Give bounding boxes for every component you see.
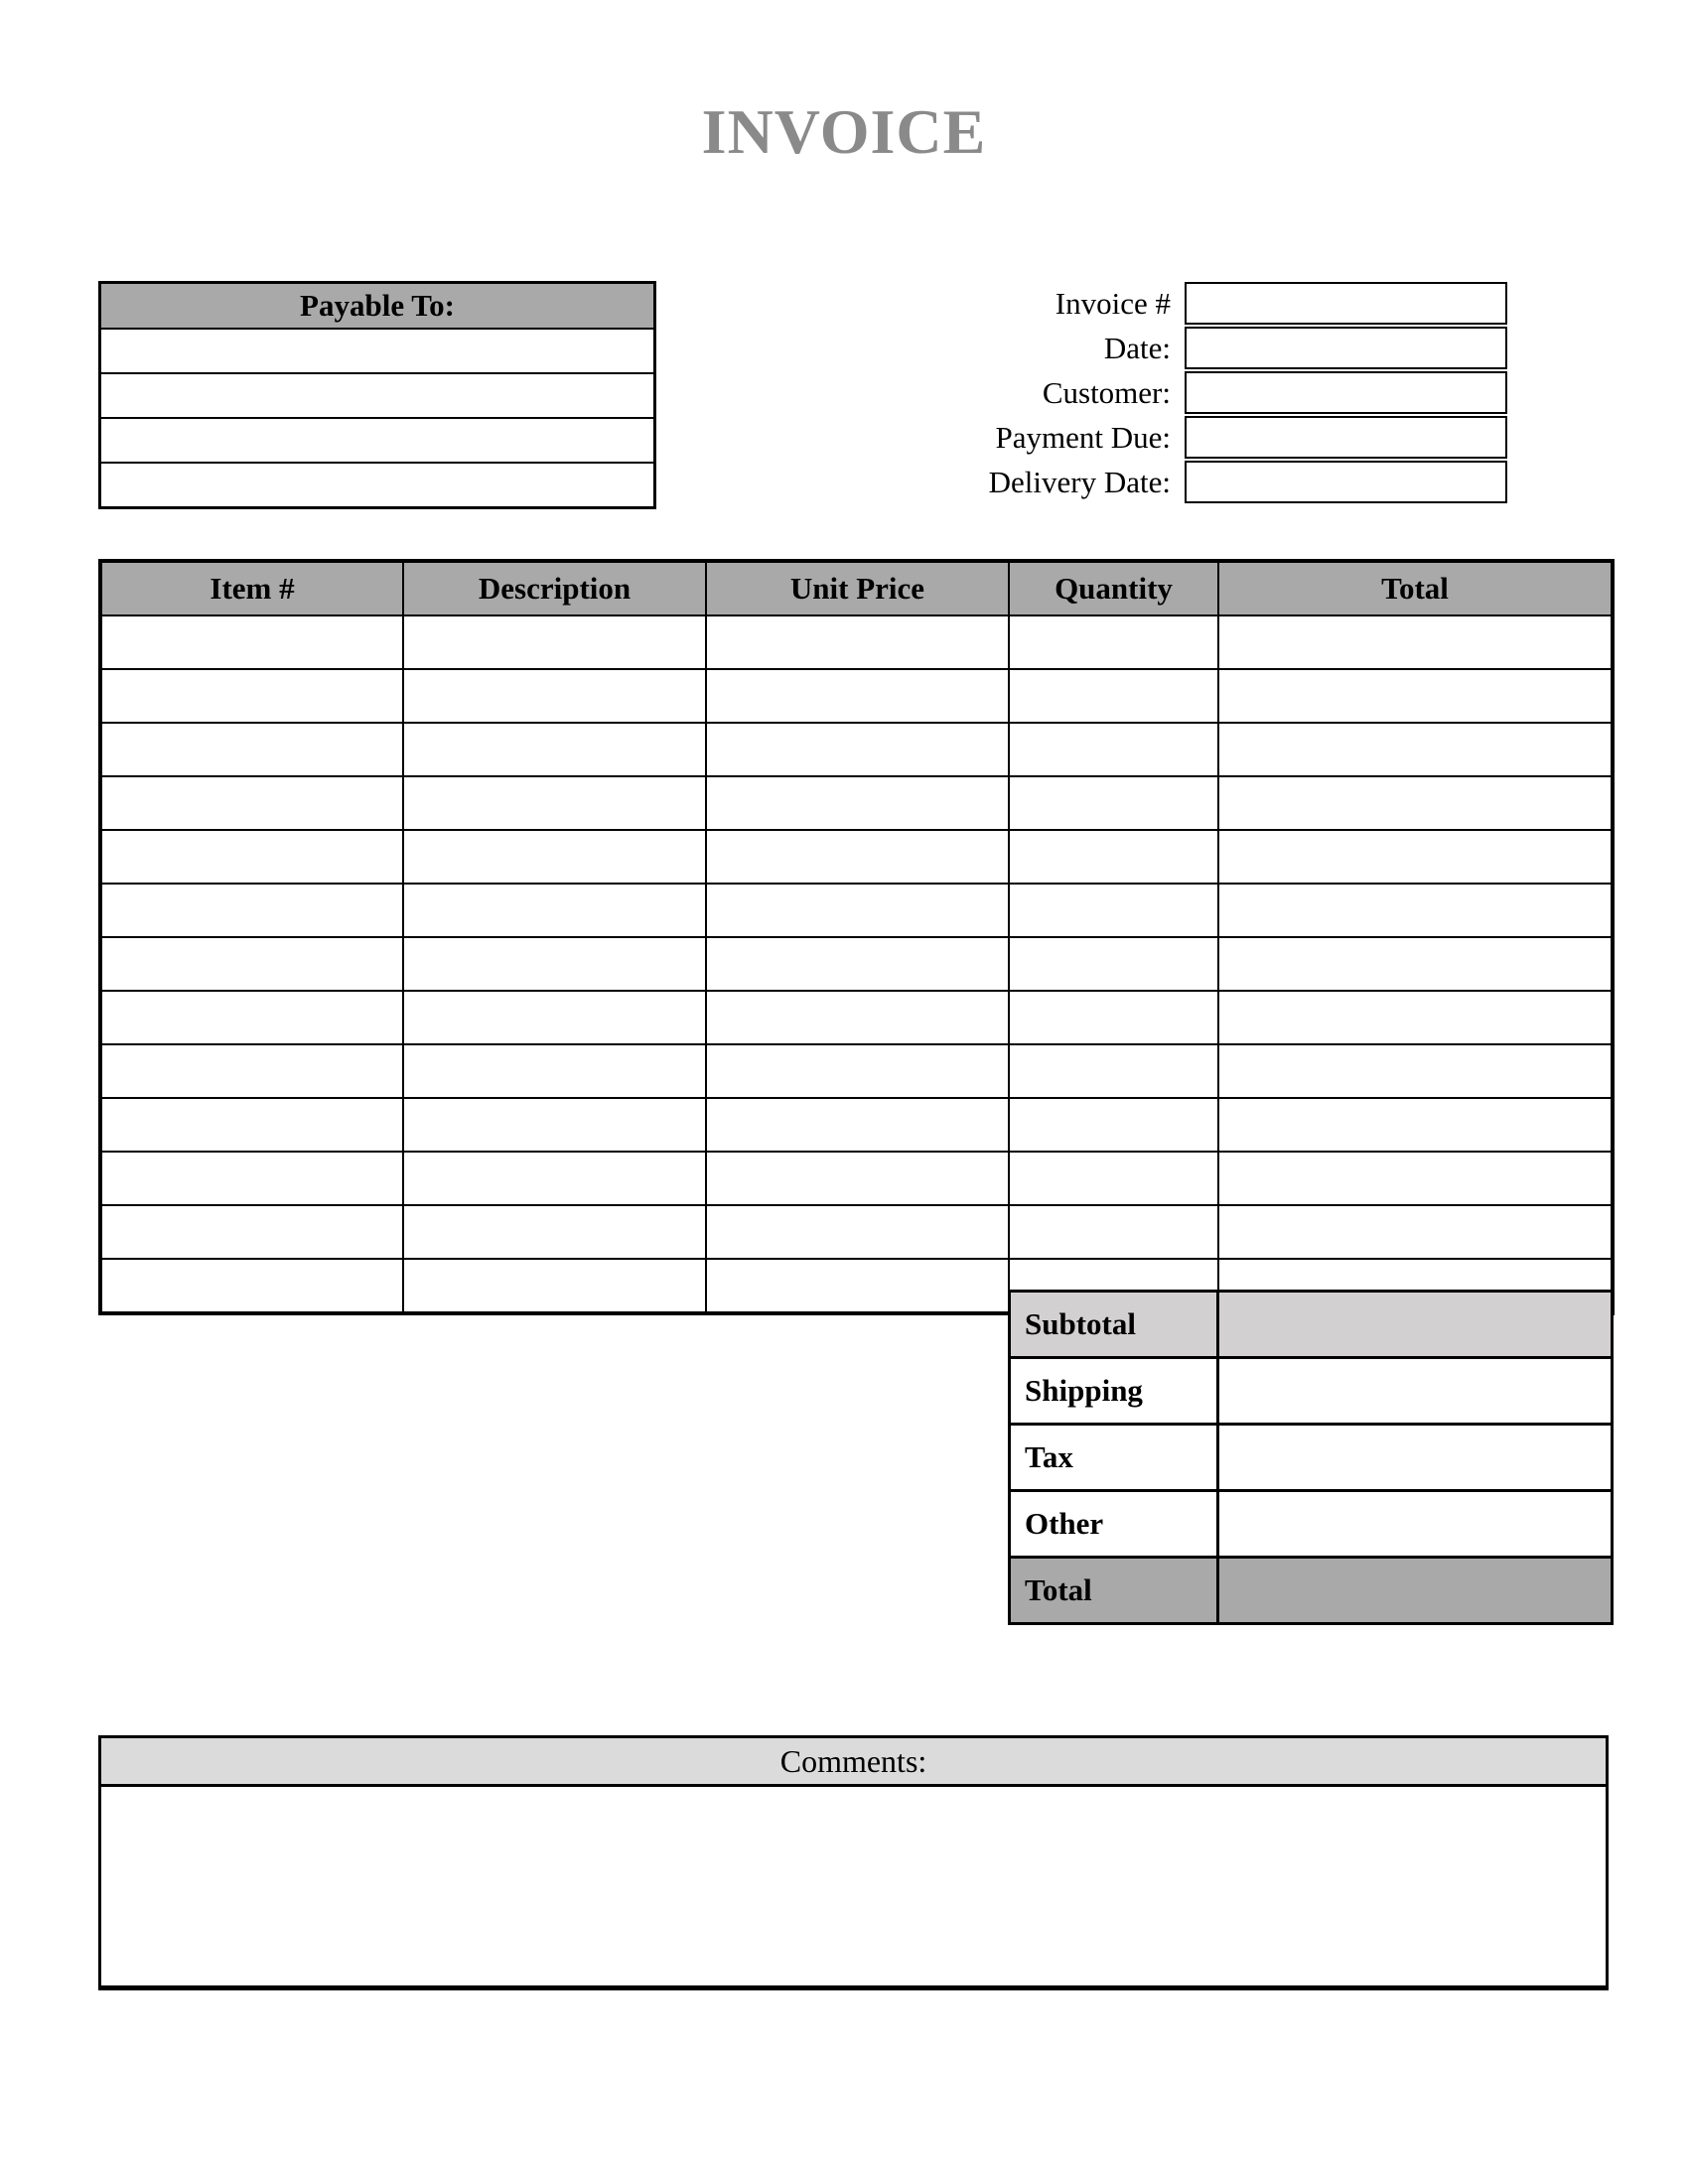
payable-to-input-row-2[interactable] (101, 374, 653, 419)
comments-input[interactable] (101, 1787, 1606, 1985)
item-cell[interactable] (1218, 884, 1613, 937)
item-row-9 (100, 1044, 1613, 1098)
payable-to-input-row-4[interactable] (101, 464, 653, 506)
customer-label: Customer: (1042, 375, 1171, 410)
item-cell[interactable] (403, 1205, 706, 1259)
item-cell[interactable] (1009, 1044, 1218, 1098)
other-value[interactable] (1218, 1491, 1613, 1558)
item-cell[interactable] (706, 1098, 1009, 1152)
item-cell[interactable] (1218, 615, 1613, 669)
tax-label: Tax (1010, 1425, 1218, 1491)
item-cell[interactable] (706, 1152, 1009, 1205)
item-cell[interactable] (403, 776, 706, 830)
other-row (1010, 1491, 1613, 1558)
item-cell[interactable] (1009, 991, 1218, 1044)
line-items-table (98, 559, 1615, 1315)
column-header-total: Total (1218, 561, 1613, 615)
invoice-number-label: Invoice # (1055, 286, 1171, 321)
shipping-label: Shipping (1010, 1358, 1218, 1425)
item-cell[interactable] (1009, 1152, 1218, 1205)
invoice-number-row (814, 281, 1507, 326)
item-cell[interactable] (100, 1259, 403, 1313)
item-cell[interactable] (403, 884, 706, 937)
item-row-12 (100, 1205, 1613, 1259)
delivery-date-label: Delivery Date: (988, 465, 1171, 499)
item-cell[interactable] (100, 669, 403, 723)
item-cell[interactable] (706, 776, 1009, 830)
item-cell[interactable] (706, 1259, 1009, 1313)
item-cell[interactable] (1218, 1205, 1613, 1259)
item-cell[interactable] (403, 1044, 706, 1098)
item-cell[interactable] (100, 830, 403, 884)
item-cell[interactable] (1009, 615, 1218, 669)
item-cell[interactable] (403, 1152, 706, 1205)
payable-to-table (98, 281, 656, 509)
column-header-unit-price: Unit Price (706, 561, 1009, 615)
subtotal-label: Subtotal (1010, 1292, 1218, 1358)
item-row-6 (100, 884, 1613, 937)
item-cell[interactable] (1218, 1152, 1613, 1205)
comments-header: Comments: (101, 1738, 1606, 1787)
item-cell[interactable] (706, 991, 1009, 1044)
line-items-header-row (100, 561, 1613, 615)
item-cell[interactable] (403, 669, 706, 723)
item-cell[interactable] (706, 615, 1009, 669)
page-title: INVOICE (701, 96, 987, 167)
item-cell[interactable] (1009, 884, 1218, 937)
customer-input[interactable] (1185, 371, 1507, 414)
item-cell[interactable] (1218, 1098, 1613, 1152)
item-cell[interactable] (1218, 830, 1613, 884)
item-cell[interactable] (100, 1205, 403, 1259)
item-cell[interactable] (100, 1152, 403, 1205)
item-cell[interactable] (706, 669, 1009, 723)
total-value[interactable] (1218, 1558, 1613, 1624)
customer-row (814, 370, 1507, 415)
item-cell[interactable] (706, 830, 1009, 884)
payable-to-rows (101, 330, 653, 506)
delivery-date-row (814, 460, 1507, 504)
payable-to-input-row-1[interactable] (101, 330, 653, 374)
shipping-value[interactable] (1218, 1358, 1613, 1425)
item-cell[interactable] (100, 937, 403, 991)
item-cell[interactable] (403, 1098, 706, 1152)
item-cell[interactable] (403, 1259, 706, 1313)
date-row (814, 326, 1507, 370)
item-cell[interactable] (403, 830, 706, 884)
item-cell[interactable] (1009, 830, 1218, 884)
item-cell[interactable] (1009, 1205, 1218, 1259)
item-cell[interactable] (403, 615, 706, 669)
payment-due-label: Payment Due: (995, 420, 1171, 455)
item-cell[interactable] (706, 884, 1009, 937)
item-cell[interactable] (1009, 1098, 1218, 1152)
invoice-info (814, 281, 1507, 504)
item-cell[interactable] (100, 884, 403, 937)
item-cell[interactable] (706, 723, 1009, 776)
item-cell[interactable] (1009, 723, 1218, 776)
item-cell[interactable] (1009, 937, 1218, 991)
payment-due-row (814, 415, 1507, 460)
item-row-4 (100, 776, 1613, 830)
item-cell[interactable] (1009, 776, 1218, 830)
other-label: Other (1010, 1491, 1218, 1558)
payment-due-input[interactable] (1185, 416, 1507, 459)
column-header-item-number: Item # (100, 561, 403, 615)
total-label: Total (1010, 1558, 1218, 1624)
shipping-row (1010, 1358, 1613, 1425)
item-cell[interactable] (1218, 776, 1613, 830)
column-header-description: Description (403, 561, 706, 615)
tax-value[interactable] (1218, 1425, 1613, 1491)
item-cell[interactable] (100, 991, 403, 1044)
item-cell[interactable] (1218, 669, 1613, 723)
comments-section (98, 1735, 1609, 1990)
item-cell[interactable] (100, 723, 403, 776)
item-row-5 (100, 830, 1613, 884)
column-header-quantity: Quantity (1009, 561, 1218, 615)
item-row-11 (100, 1152, 1613, 1205)
item-row-8 (100, 991, 1613, 1044)
item-cell[interactable] (706, 1044, 1009, 1098)
item-cell[interactable] (100, 1098, 403, 1152)
payable-to-header: Payable To: (101, 284, 653, 330)
item-row-1 (100, 615, 1613, 669)
date-label: Date: (1103, 331, 1171, 365)
item-cell[interactable] (100, 615, 403, 669)
tax-row (1010, 1425, 1613, 1491)
date-input[interactable] (1185, 327, 1507, 369)
invoice-number-input[interactable] (1185, 282, 1507, 325)
item-cell[interactable] (1009, 669, 1218, 723)
item-cell[interactable] (403, 937, 706, 991)
subtotal-row (1010, 1292, 1613, 1358)
summary-table (1008, 1290, 1614, 1625)
item-cell[interactable] (403, 991, 706, 1044)
item-cell[interactable] (1218, 937, 1613, 991)
item-row-7 (100, 937, 1613, 991)
item-cell[interactable] (100, 1044, 403, 1098)
item-cell[interactable] (706, 1205, 1009, 1259)
subtotal-value[interactable] (1218, 1292, 1613, 1358)
item-row-3 (100, 723, 1613, 776)
payable-to-input-row-3[interactable] (101, 419, 653, 464)
total-row (1010, 1558, 1613, 1624)
item-cell[interactable] (100, 776, 403, 830)
item-cell[interactable] (706, 937, 1009, 991)
item-cell[interactable] (1218, 723, 1613, 776)
item-cell[interactable] (403, 723, 706, 776)
item-cell[interactable] (1218, 991, 1613, 1044)
item-cell[interactable] (1218, 1044, 1613, 1098)
item-row-2 (100, 669, 1613, 723)
delivery-date-input[interactable] (1185, 461, 1507, 503)
item-row-10 (100, 1098, 1613, 1152)
